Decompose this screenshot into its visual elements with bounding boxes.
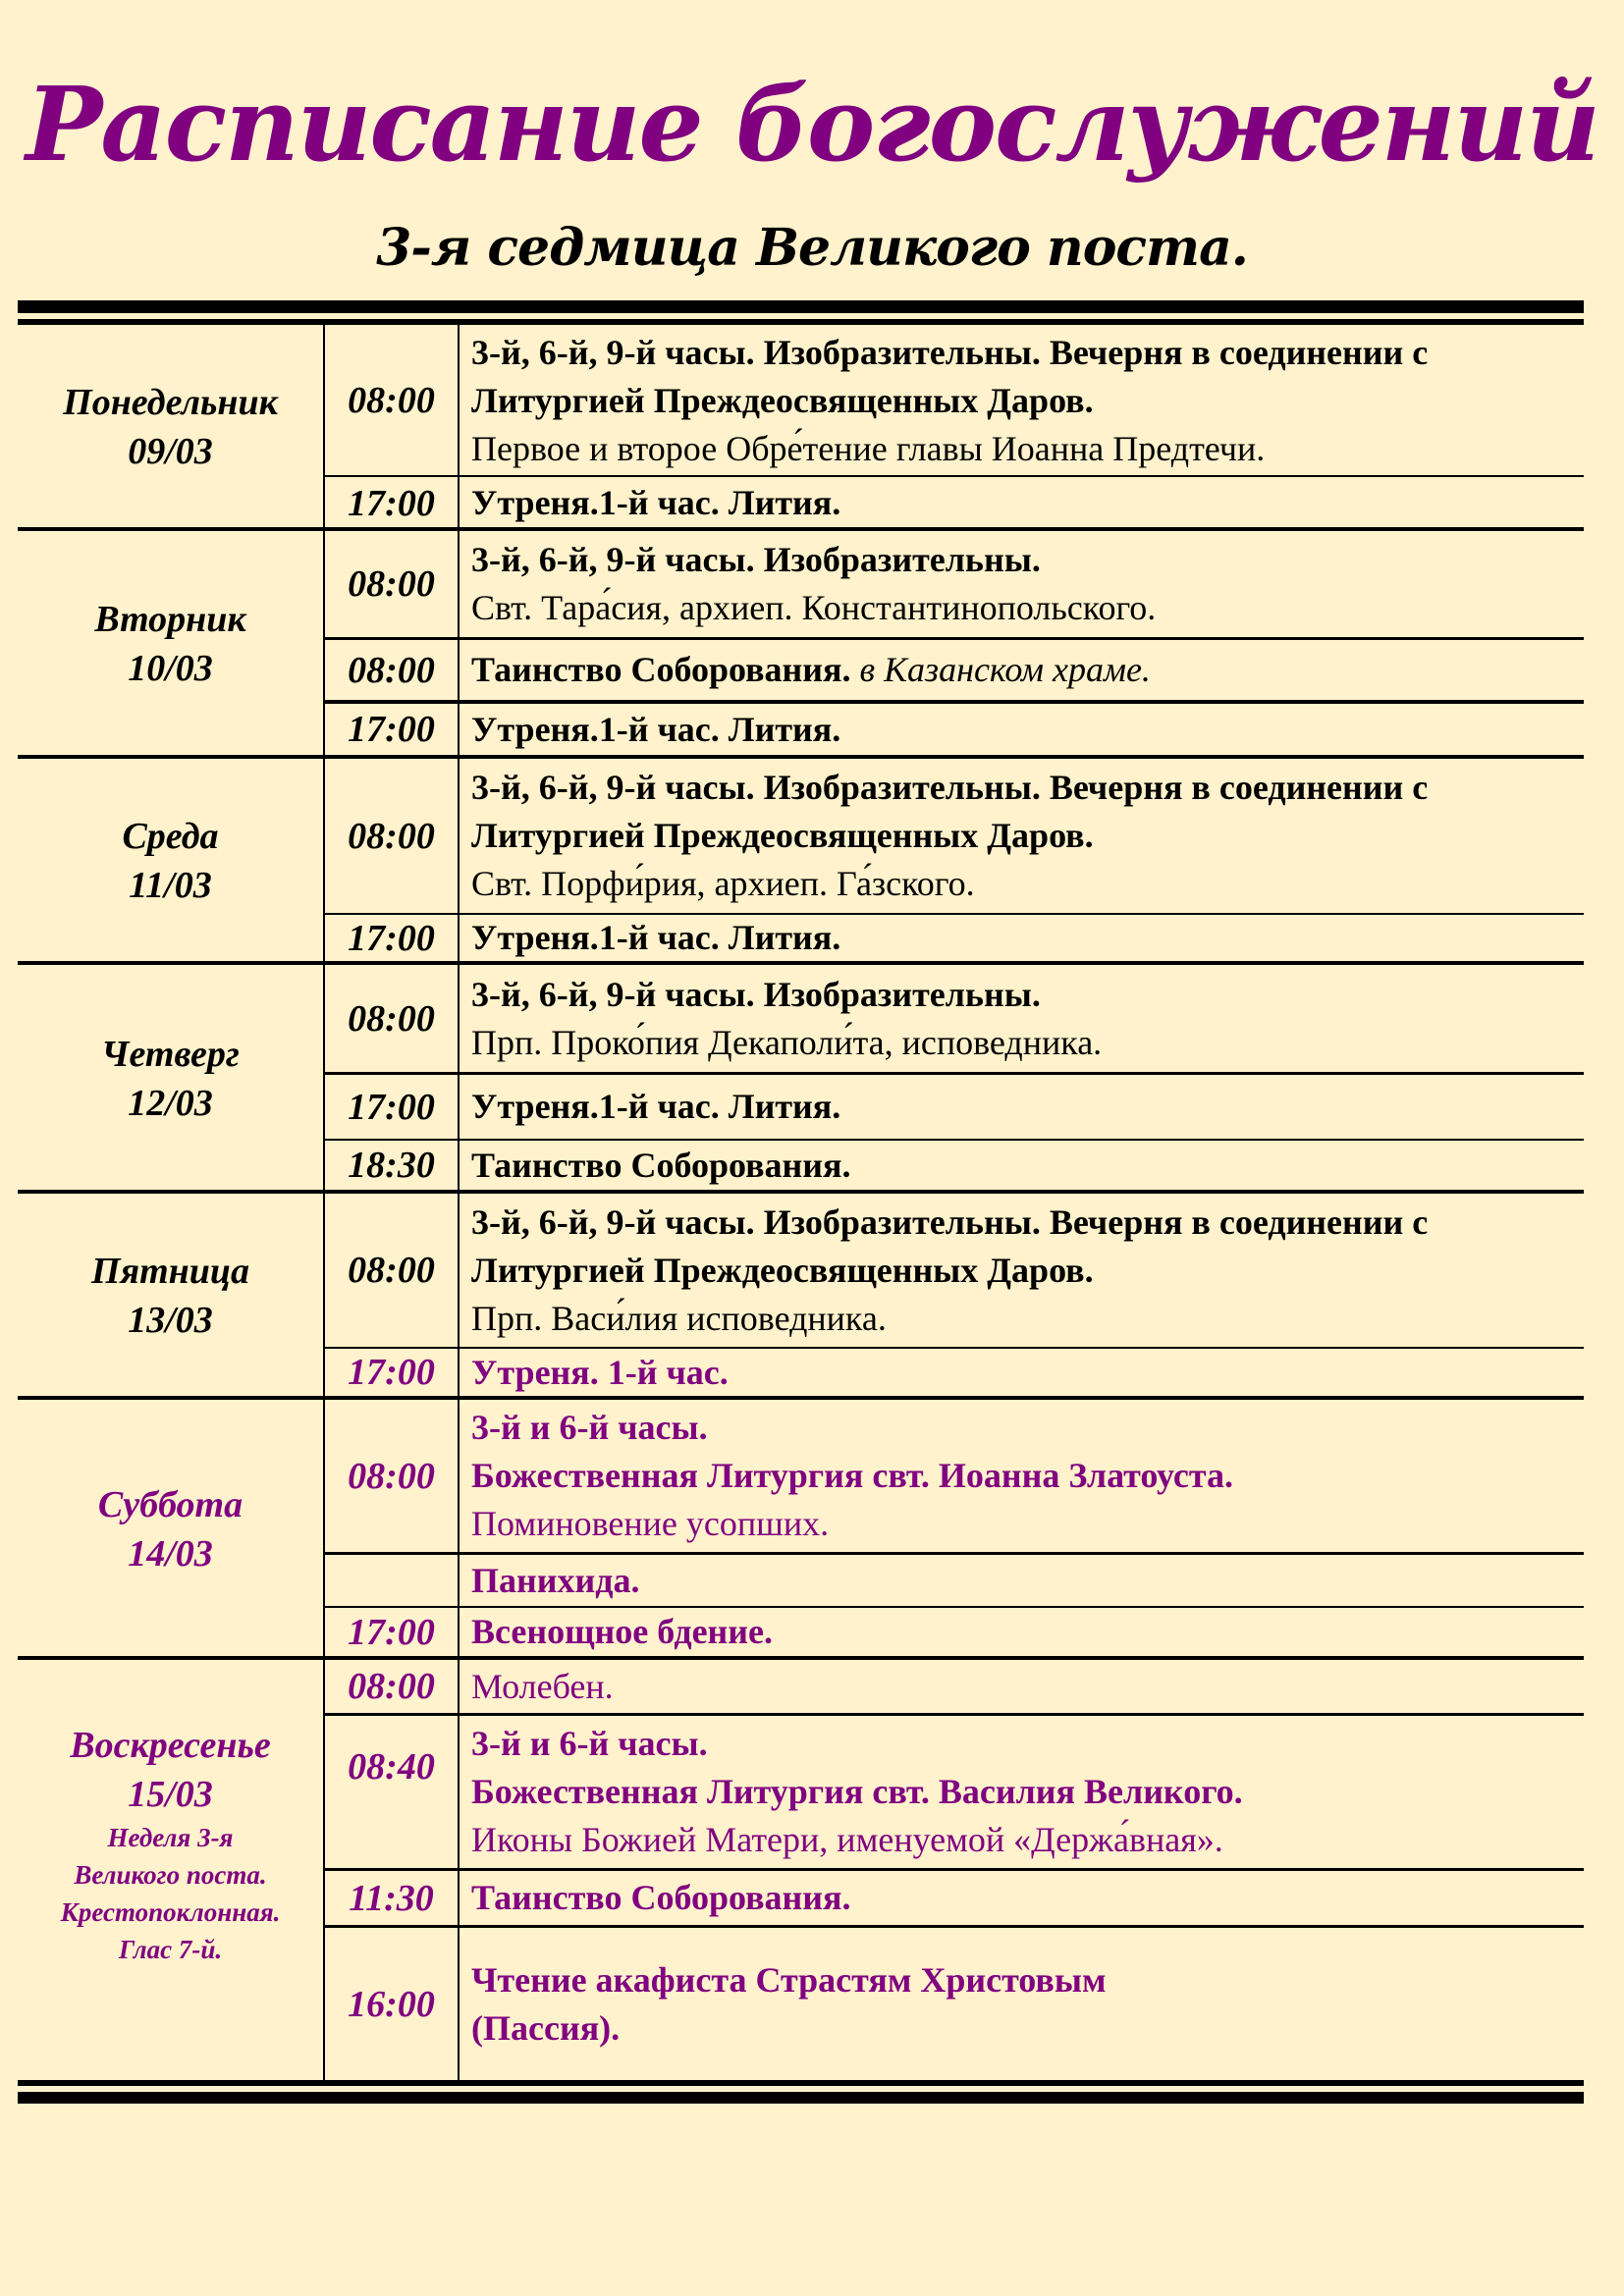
service-note: Молебен.: [471, 1666, 614, 1706]
service-title-secondary: Божественная Литургия свт. Иоанна Златоуста.: [471, 1456, 1233, 1495]
day-date: 13/03: [128, 1300, 213, 1341]
day-date: 12/03: [128, 1082, 213, 1124]
service-time: [325, 531, 458, 637]
time-label: 08:00: [348, 815, 435, 857]
service-note: Иконы Божией Матери, именуемой «Держа́вная».: [471, 1820, 1223, 1859]
service-time: [325, 704, 458, 755]
time-label: 17:00: [348, 709, 435, 750]
service-title: Таинство Соборования.: [471, 650, 851, 689]
service-time: [325, 1349, 458, 1396]
service-time: [325, 759, 458, 913]
service-note: Поминовение усопших.: [471, 1504, 830, 1543]
service-description: [471, 1555, 1581, 1606]
day-name: Воскресенье: [70, 1725, 271, 1766]
day-name: Среда: [122, 816, 219, 857]
service-title: Чтение акафиста Страстям Христовым: [471, 1959, 1107, 2000]
day-date: 14/03: [128, 1532, 213, 1575]
service-time: [325, 1141, 458, 1190]
service-time: [325, 640, 458, 700]
service-time: [325, 1608, 458, 1656]
service-time: [325, 1075, 458, 1139]
service-title: 3-й, 6-й, 9-й часы. Изобразительны. Вечерня в соединении с Литургией Преждеосвященных Даров.: [471, 1201, 1429, 1290]
service-title: 3-й, 6-й, 9-й часы. Изобразительны. Вечерня в соединении с Литургией Преждеосвященных Даров.: [471, 768, 1429, 855]
day-cell: [18, 1660, 323, 2080]
service-title-secondary: Божественная Литургия свт. Василия Великого.: [471, 1772, 1243, 1811]
day-name: Пятница: [90, 1251, 250, 1292]
time-label: 17:00: [348, 1086, 435, 1128]
service-description: [471, 477, 1581, 529]
day-name: Четверг: [101, 1033, 240, 1075]
day-cell: [18, 759, 323, 963]
time-label: 08:00: [348, 380, 435, 421]
day-cell: [18, 531, 323, 757]
service-note: Свт. Тара́сия, архиеп. Константинопольского.: [471, 588, 1157, 627]
service-time: [325, 965, 458, 1072]
service-description: [471, 1660, 1581, 1713]
time-label: 16:00: [348, 1983, 435, 2025]
service-time: [325, 1871, 458, 1925]
service-location: в Казанском храме.: [859, 650, 1151, 689]
day-date: 09/03: [128, 431, 213, 472]
time-label: 18:30: [348, 1145, 435, 1186]
service-description: [471, 325, 1581, 476]
service-time: [325, 477, 458, 529]
time-label: 08:00: [348, 997, 435, 1040]
service-title: 3-й и 6-й часы.: [471, 1408, 708, 1447]
day-date: 10/03: [128, 648, 213, 689]
service-time: [325, 325, 458, 476]
service-time: [325, 1194, 458, 1347]
service-title: 3-й, 6-й, 9-й часы. Изобразительны.: [471, 974, 1041, 1014]
day-name: Суббота: [97, 1483, 244, 1525]
schedule-table: [18, 325, 1584, 2080]
service-description: [471, 1141, 1581, 1190]
day-date: 11/03: [129, 865, 212, 906]
time-label: 08:00: [348, 649, 435, 691]
service-description: [471, 1349, 1581, 1396]
service-description: [471, 915, 1581, 961]
service-description: [471, 531, 1581, 637]
service-title: Всенощное бдение.: [471, 1612, 774, 1651]
time-label: 08:00: [348, 563, 435, 605]
service-description: [471, 965, 1581, 1072]
day-name: Вторник: [94, 599, 246, 640]
service-note: Прп. Проко́пия Декаполи́та, исповедника.: [471, 1022, 1103, 1062]
time-label: 11:30: [349, 1877, 434, 1919]
service-description: [471, 640, 1581, 700]
service-title: Таинство Соборования.: [471, 1878, 851, 1917]
day-note: Крестопоклонная.: [60, 1897, 281, 1927]
service-title-secondary: (Пассия).: [471, 2007, 621, 2048]
service-note: Прп. Васи́лия исповедника.: [471, 1298, 887, 1338]
service-description: [471, 704, 1581, 755]
service-title: Таинство Соборования.: [471, 1145, 851, 1185]
service-title: 3-й, 6-й, 9-й часы. Изобразительны. Вечерня в соединении с Литургией Преждеосвященных Даров.: [471, 332, 1429, 420]
service-description: [471, 1075, 1581, 1139]
time-label: 08:00: [348, 1666, 435, 1707]
service-description: [471, 1194, 1581, 1347]
day-cell: [18, 965, 323, 1192]
service-description: [471, 1928, 1581, 2080]
day-cell: [18, 1194, 323, 1398]
time-label: 17:00: [348, 1352, 435, 1393]
time-label: 08:00: [348, 1250, 435, 1291]
column-divider-time: [458, 325, 460, 2080]
service-title: Утреня.1-й час. Лития.: [471, 1087, 841, 1126]
service-title: Утреня. 1-й час.: [471, 1352, 729, 1392]
service-time: [325, 1716, 458, 1868]
service-time: [325, 1928, 458, 2080]
day-cell: [18, 325, 323, 529]
service-title: Панихида.: [471, 1560, 640, 1600]
bottom-border-thick: [18, 2092, 1584, 2104]
time-label: 17:00: [348, 482, 435, 524]
service-description: [471, 759, 1581, 913]
service-title: 3-й, 6-й, 9-й часы. Изобразительны.: [471, 540, 1041, 579]
service-note: Первое и второе Обре́тение главы Иоанна Предтечи.: [471, 428, 1266, 468]
time-label: 17:00: [348, 917, 435, 959]
service-title: Утреня.1-й час. Лития.: [471, 709, 841, 749]
service-title: Утреня.1-й час. Лития.: [471, 483, 841, 522]
service-note: Свт. Порфи́рия, архиеп. Га́зского.: [471, 864, 975, 903]
service-title: 3-й и 6-й часы.: [471, 1724, 708, 1763]
day-date: 15/03: [128, 1774, 213, 1815]
top-border-thick: [18, 300, 1584, 313]
time-label: 17:00: [348, 1611, 435, 1653]
service-description: [471, 1608, 1581, 1656]
service-description: [471, 1400, 1581, 1552]
page-subtitle: 3-я седмица Великого поста.: [376, 218, 1248, 278]
day-note: Глас 7-й.: [118, 1935, 223, 1964]
day-name: Понедельник: [63, 382, 278, 423]
service-description: [471, 1871, 1581, 1925]
page-title: Расписание богослужений: [26, 64, 1598, 185]
bottom-border-thin: [18, 2080, 1584, 2086]
day-cell: [18, 1400, 323, 1658]
day-note: Великого поста.: [74, 1860, 267, 1890]
service-time: [325, 915, 458, 961]
service-title: Утреня.1-й час. Лития.: [471, 918, 841, 957]
time-label: 08:40: [348, 1746, 435, 1788]
service-description: [471, 1716, 1581, 1868]
service-time: [325, 1660, 458, 1713]
service-time: [325, 1400, 458, 1552]
time-label: 08:00: [348, 1455, 435, 1497]
day-note: Неделя 3-я: [107, 1823, 234, 1852]
